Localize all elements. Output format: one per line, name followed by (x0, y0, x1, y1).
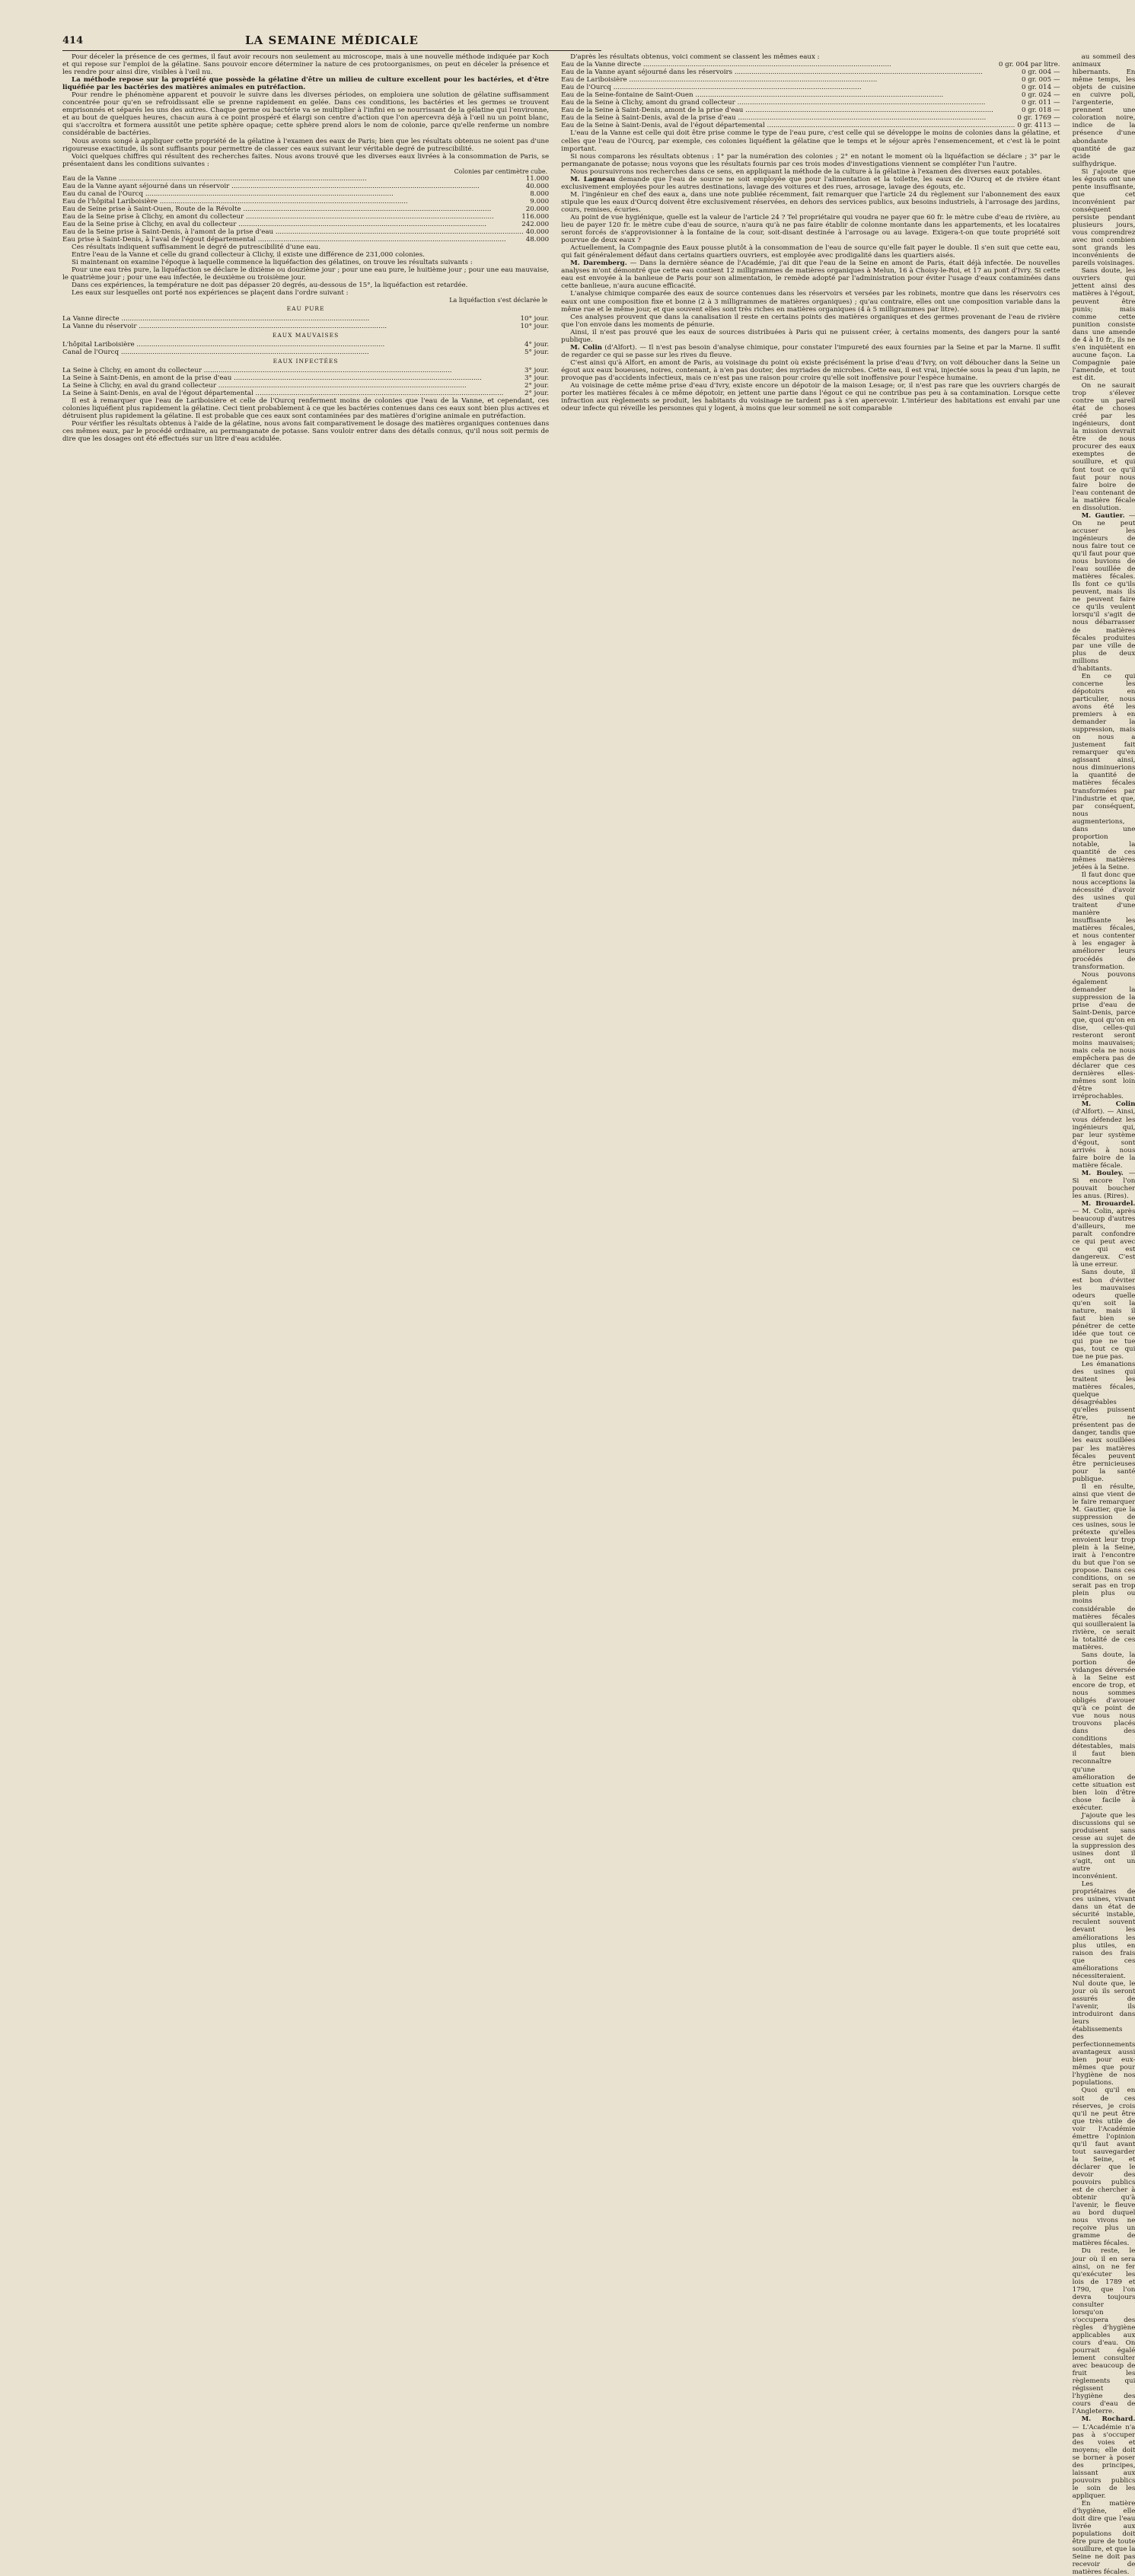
table-row: La Seine à Clichy, en aval du grand collecteur ..... 2° jour. (62, 382, 549, 390)
table-row: Eau de la Seine à Saint-Denis, amont de la prise d'eau ..... 0 gr. 018 — (561, 107, 1060, 114)
paragraph: au sommeil des animaux hibernants. En même temps, les objets de cuisine en cuivre poli, l'argenterie, prennent une coloration noire, indice de la présence d'une abondante quantité de gaz acide sulfhydrique. (1072, 53, 1135, 168)
paragraph: La méthode repose sur la propriété que possède la gélatine d'être un milieu de culture excellent pour les bactéries, et d'être liquéfiée par les bactéries des matières animales en putréfaction. (62, 76, 550, 92)
table-row: L'hôpital Lariboisière ..... 4° jour. (62, 341, 549, 349)
text-columns (62, 53, 1135, 2576)
table-row: La Seine à Saint-Denis, en amont de la prise d'eau ..... 3° jour. (62, 374, 549, 382)
table-row: Eau de la Seine prise à Saint-Denis, à l'amont de la prise d'eau ..... 40.000 (62, 228, 549, 236)
speaker-name: M. Brouardel. (1081, 1200, 1135, 1208)
paragraph: Si maintenant on examine l'époque à laquelle commence la liquéfaction des gélatines, on trouve les résultats suivants : (72, 259, 473, 267)
table-row: Canal de l'Ourcq ..... 5° jour. (62, 349, 549, 356)
paragraph: Nous avons songé à appliquer cette propriété de la gélatine à l'examen des eaux de Paris; bien que les résultats obtenus ne soient pas d'une rigoureuse exactitude, ils sont suffisants pour permettre de classer ces eaux suivant leur véritable degré de putrescibilité. (62, 137, 550, 153)
table-row: Eau de la Seine-fontaine de Saint-Ouen ..... 0 gr. 024 — (561, 91, 1060, 99)
table-row: La Vanne du réservoir ..... 10° jour. (62, 323, 549, 330)
speaker-name: M. Colin (1081, 1100, 1135, 1109)
paragraph: En matière d'hygiène, elle doit dire que l'eau livrée aux populations doit être pure de toute souillure, et que la Seine ne doit pas recevoir de matières fécales. (1072, 2500, 1135, 2576)
speaker-name: M. Gautier. (1081, 511, 1125, 520)
paragraph: En ce qui concerne les dépotoirs en particulier, nous avons été les premiers à en demander la suppression, mais on nous a justement fait remarquer qu'en agissant ainsi, nous diminuerions la quantité de matières fécales transformées par l'industrie et que, par conséquent, nous augmenterions, dans une proportion notable, la quantité de ces mêmes matières jetées à la Seine. (1072, 672, 1135, 871)
speaker-name: M. Rochard. (1081, 2415, 1135, 2424)
paragraph: Il faut donc que nous acceptions la nécessité d'avoir des usines qui traitent d'une manière insuffisante les matières fécales, et nous contenter à les engager à améliorer leurs procédés de transformation. (1072, 871, 1135, 971)
speaker-name: M. Daremberg. (570, 260, 627, 268)
column-1 (62, 53, 549, 807)
table-row: Eau de Lariboisière ..... 0 gr. 005 — (561, 76, 1060, 84)
paragraph (1073, 512, 1135, 673)
table-subtitle: EAUX MAUVAISES (272, 331, 340, 339)
paragraph: Au point de vue hygiénique, quelle est la valeur de l'article 24 ? Tel propriétaire qui voudra ne payer que 60 fr. le mètre cube d'eau de rivière, au lieu de payer 120 fr. le mètre cube d'eau de source, n'aura qu'à ne pas faire établir de colonne montante dans les appartements, et les locataires seront forcés de s'approvisionner à la fontaine de la cour, soit-disant destinée à l'arrosage ou au lavage. Exigera-t-on que toute propriété soit pourvue de deux eaux ? (561, 213, 1060, 245)
paragraph: Ainsi, il n'est pas prouvé que les eaux de sources distribuées à Paris qui ne puissent créer, à certains moments, des dangers pour la santé publique. (561, 328, 1060, 344)
paragraph: Actuellement, la Compagnie des Eaux pousse plutôt à la consommation de l'eau de source qu'elle fait payer le double. Il s'en suit que cette eau, qui fait généralement défaut dans certains quartiers ouvriers, est employée avec prodigalité dans les quartiers aisés. (561, 244, 1060, 260)
paragraph: Au voisinage de cette même prise d'eau d'Ivry, existe encore un dépotoir de la maison Lesage; or, il n'est pas rare que les ouvriers chargés de porter les matières fécales à ce même dépotoir, en jettent une partie dans l'égout ce qui ne contribue pas peu à sa contamination. Lorsque cette infraction aux règlements se produit, les habitants du voisinage ne tardent pas à s'en apercevoir. L'intérieur des habitations est envahi par une odeur infecte qui réveille les personnes qui y logent, à moins que leur sommeil ne soit comparable (561, 382, 1060, 413)
paragraph (1073, 1170, 1135, 1200)
paragraph: M. l'ingénieur en chef des eaux a, dans une note publiée récemment, fait remarquer que l'article 24 du règlement sur l'abonnement des eaux stipule que les eaux d'Ourcq doivent être exclusivement réservées, en dehors des services publics, aux besoins industriels, à l'arrosage des jardins, cours, remises, écuries. (561, 190, 1060, 214)
paragraph: L'eau de la Vanne est celle qui doit être prise comme le type de l'eau pure, c'est celle qui se développe le moins de colonies dans la gélatine, et celles que l'eau de l'Ourcq, par exemple, ces colonies liquéfient la gélatine que le temps et le séjour après l'ensemencement, et c'est là le point important. (561, 129, 1060, 153)
paragraph: Pour une eau très pure, la liquéfaction se déclare le dixième ou douzième jour ; pour une eau pure, le huitième jour ; pour une eau mauvaise, le quatrième jour ; pour une eau infectée, le deuxième ou troisième jour. (62, 266, 550, 282)
speaker-text: — Dans la dernière séance de l'Académie, j'ai dit que l'eau de la Seine en amont de Paris, était déjà infectée. De nouvelles analyses m'ont démontré que cette eau contient 12 milligrammes de matières organiques à Melun, 16 à Choisy-le-Roi, et 17 au pont d'Ivry. Si cette eau est envoyée à la banlieue de Paris pour son alimentation, le remède adopté par l'administration pour éviter l'usage d'eaux contaminées dans cette banlieue, n'aura aucune efficacité. (561, 260, 1060, 291)
paragraph: Pour déceler la présence de ces germes, il faut avoir recours non seulement au microscope, mais à une nouvelle méthode indiquée par Koch et qui repose sur l'emploi de la gélatine. Sans pouvoir encore déterminer la nature de ces protoorganismes, on peut en déceler la présence et les rendre pour ainsi dire, visibles à l'œil nu. (62, 53, 550, 77)
paragraph: Il en résulte, ainsi que vient de le faire remarquer M. Gautier, que la suppression de ces usines, sous le prétexte qu'elles envoient leur trop plein à la Seine, irait à l'encontre du but que l'on se propose. Dans ces conditions, on se serait pas en trop plein plus ou moins considérable de matières fécales qui souilleraient la rivière, ce serait la totalité de ces matières. (1072, 1482, 1135, 1651)
paragraph: J'ajoute que les discussions qui se produisent sans cesse au sujet de la suppression des usines dont il s'agit, ont un autre inconvénient. (1072, 1811, 1135, 1881)
speaker-text: — L'Académie n'a pas à s'occuper des voies et moyens; elle doit se borner à poser des principes, laissant aux pouvoirs publics le soin de les appliquer. (1072, 2423, 1135, 2500)
speaker-name: M. Bouley. (1081, 1169, 1124, 1177)
paragraph: Sans doute, la portion de vidanges déversée à la Seine est encore de trop, et nous sommes obligés d'avouer qu'à ce point de vue nous nous trouvons placés dans des conditions détestables, mais il faut bien reconnaître qu'une amélioration de cette situation est bien loin d'être chose facile à exécuter. (1072, 1651, 1135, 1812)
paragraph (561, 344, 1060, 359)
paragraph: Les émanations des usines qui traitent les matières fécales, quelque désagréables qu'elles puissent être, ne présentent pas de danger, tandis que les eaux souillées par les matières fécales peuvent être pernicieuses pour la santé publique. (1072, 1361, 1135, 1483)
speaker-text: — Si encore l'on pouvait boucher les anus. (Rires). (1072, 1169, 1135, 1200)
table-header: La liquéfaction s'est déclarée le (449, 297, 548, 304)
table-row: La Vanne directe ..... 10° jour. (62, 315, 549, 323)
table-row: Eau de la Seine à Saint-Denis, aval de la prise d'eau ..... 0 gr. 1769 — (561, 114, 1060, 122)
paragraph: Sans doute, il est bon d'éviter les mauvaises odeurs quelle qu'en soit la nature, mais il faut bien se pénétrer de cette idée que tout ce qui pue ne tue pas, tout ce qui tue ne pue pas. (1072, 1269, 1135, 1361)
paragraph: Sans doute, les ouvriers qui jettent ainsi des matières à l'égout, peuvent être punis; mais comme cette punition consiste dans une amende de 4 à 10 fr., ils ne s'en inquiètent en aucune façon. La Compagnie paie l'amende, et tout est dit. (1072, 267, 1135, 382)
paragraph (1073, 1100, 1135, 1169)
table-row: Eau de la Seine prise à Clichy, en amont du collecteur ..... 116.000 (62, 213, 549, 221)
table-row: Eau de la Vanne ayant séjourné dans un réservoir ..... 40.000 (62, 183, 549, 190)
table-row: Eau de l'Ourcq ..... 0 gr. 014 — (561, 84, 1060, 91)
paragraph: Ces résultats indiquent suffisamment le degré de putrescibilité d'une eau. (72, 244, 320, 252)
speaker-text: (d'Alfort). — Ainsi, vous défendez les ingénieurs qui, par leur système d'égout, sont arrivés à nous faire boire de la matière fécale. (1072, 1108, 1135, 1170)
table-row: Eau de l'hôpital Lariboisière ..... 9.000 (62, 198, 549, 205)
table-row: Eau du canal de l'Ourcq ..... 8.000 (62, 190, 549, 198)
paragraph (561, 260, 1060, 290)
paragraph: Pour vérifier les résultats obtenus à l'aide de la gélatine, nous avons fait comparativement le dosage des matières organiques contenues dans ces mêmes eaux, par le procédé ordinaire, au permanganate de potasse. Sans vouloir entrer dans des détails connus, qu'il nous soit permis de dire que les dosages ont été effectués sur un litre d'eau acidulée. (62, 420, 550, 444)
paragraph: Si j'ajoute que les égouts ont une pente insuffisante, que cet inconvénient par conséquent persiste pendant plusieurs jours, vous comprendrez avec moi combien sont grands les inconvénients de pareils voisinages. (1072, 167, 1135, 268)
table-row: La Seine à Saint-Denis, en aval de l'égout départemental ..... 2° jour. (62, 390, 549, 397)
organic-matter-table (561, 61, 1060, 129)
speaker-name: M. Lagneau (570, 175, 616, 183)
table-row: Eau de la Vanne ..... 11.000 (62, 175, 549, 183)
paragraph (561, 176, 1060, 191)
table-row: Eau prise à Saint-Denis, à l'aval de l'égout départemental ..... 48.000 (62, 236, 549, 244)
paragraph: C'est ainsi qu'à Alfort, en amont de Paris, au voisinage du point où existe précisément la prise d'eau d'Ivry, on voit déboucher dans la Seine un égout aux eaux boueuses, noires, contenant, à n'en pas douter, des myriades de microbes. Cette eau, il est vrai, injectée sous la peau d'un lapin, ne provoque pas d'accidents infectieux, mais ce n'est pas une raison pour croire qu'elle soit inoffensive pour l'espèce humaine. (561, 358, 1060, 382)
speaker-text: — M. Colin, après beaucoup d'autres d'ailleurs, me paraît confondre ce qui peut avec ce qui est dangereux. C'est là une erreur. (1072, 1208, 1135, 1269)
page-header (62, 33, 601, 51)
table-row: Eau de la Seine à Saint-Denis, aval de l'égout départemental ..... 0 gr. 4113 — (561, 122, 1060, 129)
speaker-text: (d'Alfort). — Il n'est pas besoin d'analyse chimique, pour constater l'impureté des eaux fournies par la Seine et par la Marne. Il suffit de regarder ce qui se passe sur les rives du fleuve. (561, 343, 1060, 359)
paragraph: D'après les résultats obtenus, voici comment se classent les mêmes eaux : (570, 53, 820, 61)
colony-table (62, 175, 549, 244)
speaker-text: — On ne peut accuser les ingénieurs de nous faire tout ce qu'il faut pour que nous buvions de l'eau souillée de matières fécales. Ils font ce qu'ils peuvent, mais ils ne peuvent faire ce qu'ils veulent lorsqu'il s'agit de nous débarrasser de matières fécales produites par une ville de plus de deux millions d'habitants. (1072, 511, 1135, 673)
paragraph: Il est à remarquer que l'eau de Lariboisière et celle de l'Ourcq renferment moins de colonies que l'eau de la Vanne, et cependant, ces colonies liquéfient plus rapidement la gélatine. Ceci tient probablement à ce que les bactéries contenues dans ces eaux sont bien plus actives et détruisent plus rapidement la gélatine. Il est probable que ces eaux sont contaminées par des matières d'origine animale en putréfaction. (62, 396, 550, 421)
paragraph (1073, 2415, 1135, 2500)
column-2 (561, 53, 1060, 807)
table-header: Colonies par centimètre cube. (454, 167, 548, 175)
table-row: Eau de Seine prise à Saint-Ouen, Route de la Révolte ..... 20.000 (62, 205, 549, 213)
paragraph: Dans ces expériences, la température ne doit pas dépasser 20 degrés, au-dessous de 15°, la liquéfaction est retardée. (72, 282, 468, 290)
table-row: La Seine à Clichy, en amont du collecteur ..... 3° jour. (62, 367, 549, 374)
table-row: Eau de la Seine à Clichy, amont du grand collecteur ..... 0 gr. 011 — (561, 99, 1060, 107)
speaker-name: M. Colin (570, 343, 602, 352)
table-row: Eau de la Vanne directe ..... 0 gr. 004 par litre. (561, 61, 1060, 68)
page-number: 414 (62, 35, 84, 46)
table-subtitle: EAUX INFECTÉES (273, 357, 339, 365)
paragraph: Pour rendre le phénomène apparent et pouvoir le suivre dans les diverses périodes, on emploiera une solution de gélatine suffisamment concentrée pour qu'en se refroidissant elle se prenne rapidement en gelée. Dans ces conditions, les bactéries et les germes se trouvent emprisonnés et séparés les uns des autres. Chaque germe ou bactérie va se multiplier à l'infini en se nourrissant de la gélatine qui l'environne, et au bout de quelques heures, chacun aura à ce point prospéré et élargi son centre d'action que l'on apercevra déjà à l'œil nu un point blanc, qui s'accroîtra et formera aussitôt une petite sphère opaque; cette sphère prend alors le nom de colonie, parce qu'elle renferme un nombre considérable de bactéries. (62, 91, 550, 138)
paragraph: Ces analyses prouvent que dans la canalisation il reste en certains points des matières organiques et des germes provenant de l'eau de rivière que l'on envoie dans les moments de pénurie. (561, 313, 1060, 329)
paragraph: On ne saurait trop s'élever contre un pareil état de choses créé par les ingénieurs, dont la mission devrait être de nous procurer des eaux exemptes de souillure, et qui font tout ce qu'il faut pour nous faire boire de l'eau contenant de la matière fécale en dissolution. (1072, 382, 1135, 512)
paragraph: Les propriétaires de ces usines, vivant dans un état de sécurité instable, reculent souvent devant les améliorations les plus utiles, en raison des frais que ces améliorations nécessiteraient. Nul doute que, le jour où ils seront assurés de l'avenir, ils introduiront dans leurs établissements des perfectionnements avantageux aussi bien pour eux-mêmes que pour l'hygiène de nos populations. (1072, 1880, 1135, 2087)
journal-title: LA SEMAINE MÉDICALE (245, 33, 419, 47)
column-3 (1072, 53, 1135, 2576)
paragraph: Du reste, le jour où il en sera ainsi, on ne fer qu'exécuter les lois de 1789 et 1790, que l'on devra toujours consulter lorsqu'on s'occupera des règles d'hygiène applicables aux cours d'eau. On pourrait égalé lement consulter avec beaucoup de fruit les règlements qui régissent l'hygiène des cours d'eau de l'Angleterre. (1072, 2247, 1135, 2416)
paragraph: Les eaux sur lesquelles ont porté nos expériences se plaçent dans l'ordre suivant : (72, 289, 349, 298)
paragraph: Nous pouvons également demander la suppression de la prise d'eau de Saint-Denis, parce que, quoi qu'on en dise, celles-qui resteront seront moins mauvaises; mais cela ne nous empêchera pas de déclarer que ces dernières elles-mêmes sont loin d'être irréprochables. (1072, 970, 1135, 1101)
paragraph (1073, 1200, 1135, 1269)
paragraph: Quoi qu'il en soit de ces réserves, je crois qu'il ne peut être que très utile de voir l'Académie émettre l'opinion qu'il faut avant tout sauvegarder la Seine, et déclarer que le devoir des pouvoirs publics est de chercher à obtenir qu'à l'avenir, le fleuve au bord duquel nous vivons ne reçoive plus un gramme de matières fécales. (1072, 2087, 1135, 2248)
paragraph: Nous poursuivrons nos recherches dans ce sens, en appliquant la méthode de la culture à la gélatine à l'examen des diverses eaux potables. (570, 167, 1042, 176)
paragraph: Si nous comparons les résultats obtenus : 1° par la numération des colonies ; 2° en notant le moment où la liquéfaction se déclare ; 3° par le permanganate de potasse; nous voyons que les résultats fournis par ces trois modes d'investigations viennent se compléter l'un l'autre. (561, 152, 1060, 168)
paragraph: Entre l'eau de la Vanne et celle du grand collecteur à Clichy, il existe une différence de 231,000 colonies. (72, 251, 425, 260)
table-row: Eau de la Vanne ayant séjourné dans les réservoirs ..... 0 gr. 004 — (561, 68, 1060, 76)
paragraph: Voici quelques chiffres qui résultent des recherches faites. Nous avons trouvé que les diverses eaux livrées à la consommation de Paris, se présentaient dans les conditions suivantes : (62, 152, 550, 168)
speaker-text: demande que l'eau de source ne soit employée que pour l'alimentation et la toilette, les eaux de l'Ourcq et de rivière étant exclusivement employées pour les autres destinations, lavage des voitures et des rues, arrosage, lavage des égouts, etc. (561, 175, 1060, 191)
table-row: Eau de la Seine prise à Clichy, en aval du collecteur ..... 242.000 (62, 221, 549, 228)
paragraph: L'analyse chimique comparée des eaux de source contenues dans les réservoirs et versées par les robinets, montre que dans les réservoirs ces eaux ont une composition fixe et bonne (2 à 3 milligrammes de matières organiques) ; qu'au contraire, elles ont une composition variable dans la même rue et le même jour, et que souvent elles sont très riches en matières organiques (4 à 5 milligrammes par litre). (561, 290, 1060, 314)
table-subtitle: EAU PURE (286, 305, 325, 313)
